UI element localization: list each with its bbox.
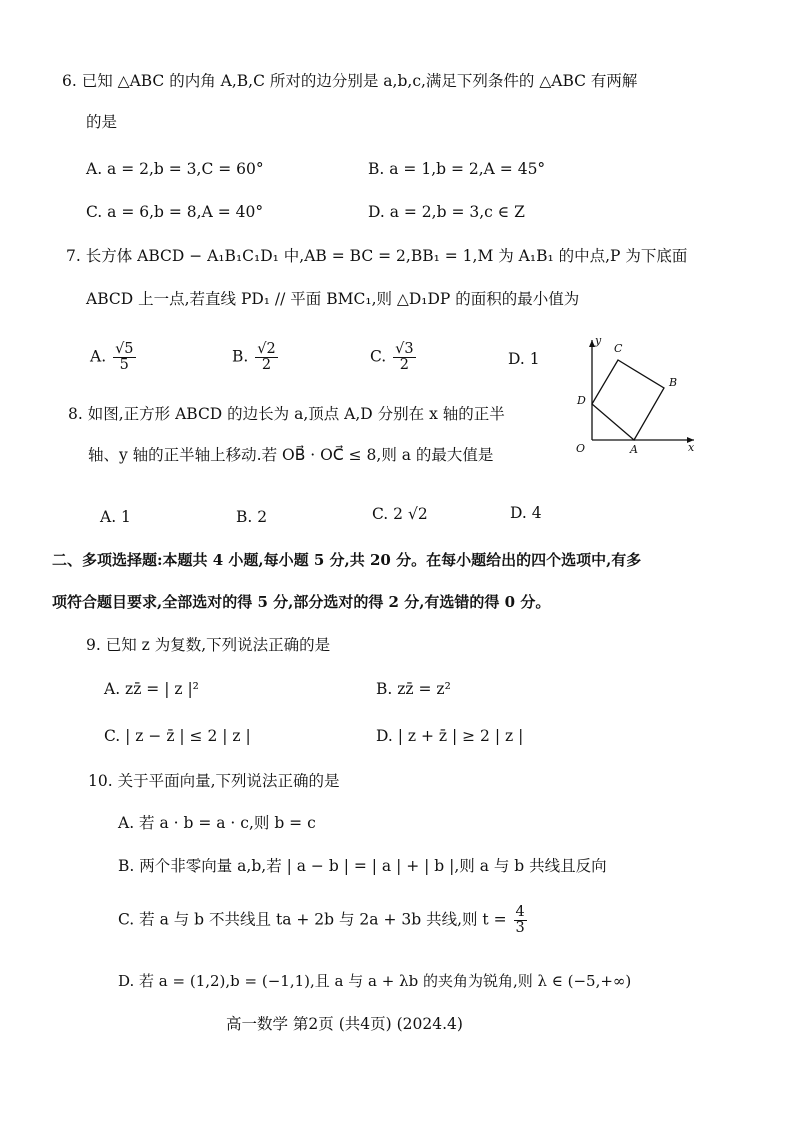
label-d: D — [577, 394, 586, 407]
q10-option-b: B. 两个非零向量 a,b,若 | a − b | = | a | + | b |,则 a 与 b 共线且反向 — [118, 857, 607, 875]
q10-option-c-numerator: 4 — [515, 904, 525, 920]
q7-option-b-label: B. — [232, 347, 249, 366]
q7-option-a-fraction — [113, 342, 135, 373]
q10-option-c-text: C. 若 a 与 b 不共线且 ta + 2b 与 2a + 3b 共线,则 t = — [118, 910, 507, 929]
q8-option-b: B. 2 — [236, 508, 268, 526]
q6-option-d: D. a = 2,b = 3,c ∈ Z — [368, 203, 525, 221]
q10-option-c-fraction — [514, 905, 527, 936]
q6-stem-line2: 的是 — [86, 113, 118, 131]
q7-option-a-label: A. — [90, 347, 107, 366]
label-x: x — [688, 441, 695, 454]
q7-option-a — [90, 342, 136, 373]
q9-option-d: D. | z + z̄ | ≥ 2 | z | — [376, 727, 524, 745]
q9-option-c: C. | z − z̄ | ≤ 2 | z | — [104, 727, 251, 745]
q8-stem-line2: 轴、y 轴的正半轴上移动.若 OB⃗ · OC⃗ ≤ 8,则 a 的最大值是 — [88, 446, 494, 464]
q7-option-b-numerator: √2 — [257, 341, 276, 357]
q7-option-c-label: C. — [370, 347, 387, 366]
q7-option-c-denominator: 2 — [399, 357, 410, 374]
q7-option-d: D. 1 — [508, 350, 540, 368]
q6-stem-line1: 6. 已知 △ABC 的内角 A,B,C 所对的边分别是 a,b,c,满足下列条件的 △ABC 有两解 — [62, 72, 638, 90]
q6-option-b: B. a = 1,b = 2,A = 45° — [368, 160, 546, 178]
q7-option-a-numerator: √5 — [115, 341, 134, 357]
page-footer: 高一数学 第2页 (共4页) (2024.4) — [226, 1015, 463, 1033]
q7-option-b — [232, 342, 278, 373]
section2-heading-line2: 项符合题目要求,全部选对的得 5 分,部分选对的得 2 分,有选错的得 0 分。 — [52, 593, 551, 611]
q7-stem-line2: ABCD 上一点,若直线 PD₁ // 平面 BMC₁,则 △D₁DP 的面积的最小值为 — [86, 290, 580, 308]
square-abcd — [592, 360, 664, 440]
label-a: A — [630, 443, 638, 456]
q10-stem: 10. 关于平面向量,下列说法正确的是 — [88, 772, 340, 790]
label-c: C — [614, 342, 623, 355]
q9-stem: 9. 已知 z 为复数,下列说法正确的是 — [86, 636, 331, 654]
q9-option-b: B. zz̄ = z² — [376, 680, 451, 698]
q10-option-c — [118, 905, 527, 936]
q7-option-c — [370, 342, 416, 373]
square-on-axes-figure — [568, 330, 704, 460]
q10-option-d: D. 若 a = (1,2),b = (−1,1),且 a 与 a + λb 的夹角为锐角,则 λ ∈ (−5,+∞) — [118, 972, 632, 990]
label-y: y — [595, 334, 602, 347]
q7-stem-line1: 7. 长方体 ABCD − A₁B₁C₁D₁ 中,AB = BC = 2,BB₁ = 1,M 为 A₁B₁ 的中点,P 为下底面 — [66, 247, 688, 265]
q9-option-a: A. zz̄ = | z |² — [104, 680, 199, 698]
q7-option-c-numerator: √3 — [395, 341, 414, 357]
q7-option-b-denominator: 2 — [261, 357, 272, 374]
q8-option-d: D. 4 — [510, 504, 542, 522]
q7-option-a-denominator: 5 — [119, 357, 129, 374]
q7-option-c-fraction — [393, 342, 415, 373]
q8-option-c: C. 2 √2 — [372, 505, 428, 523]
q8-stem-line1: 8. 如图,正方形 ABCD 的边长为 a,顶点 A,D 分别在 x 轴的正半 — [68, 405, 505, 423]
q10-option-a: A. 若 a · b = a · c,则 b = c — [118, 814, 316, 832]
q8-option-a: A. 1 — [100, 508, 131, 526]
section2-heading-line1: 二、多项选择题:本题共 4 小题,每小题 5 分,共 20 分。在每小题给出的四个选项中,有多 — [52, 551, 642, 569]
q6-option-a: A. a = 2,b = 3,C = 60° — [86, 160, 264, 178]
q10-option-c-denominator: 3 — [515, 920, 525, 937]
label-o: O — [576, 442, 586, 455]
q6-option-c: C. a = 6,b = 8,A = 40° — [86, 203, 264, 221]
label-b: B — [669, 376, 678, 389]
q7-option-b-fraction — [255, 342, 277, 373]
